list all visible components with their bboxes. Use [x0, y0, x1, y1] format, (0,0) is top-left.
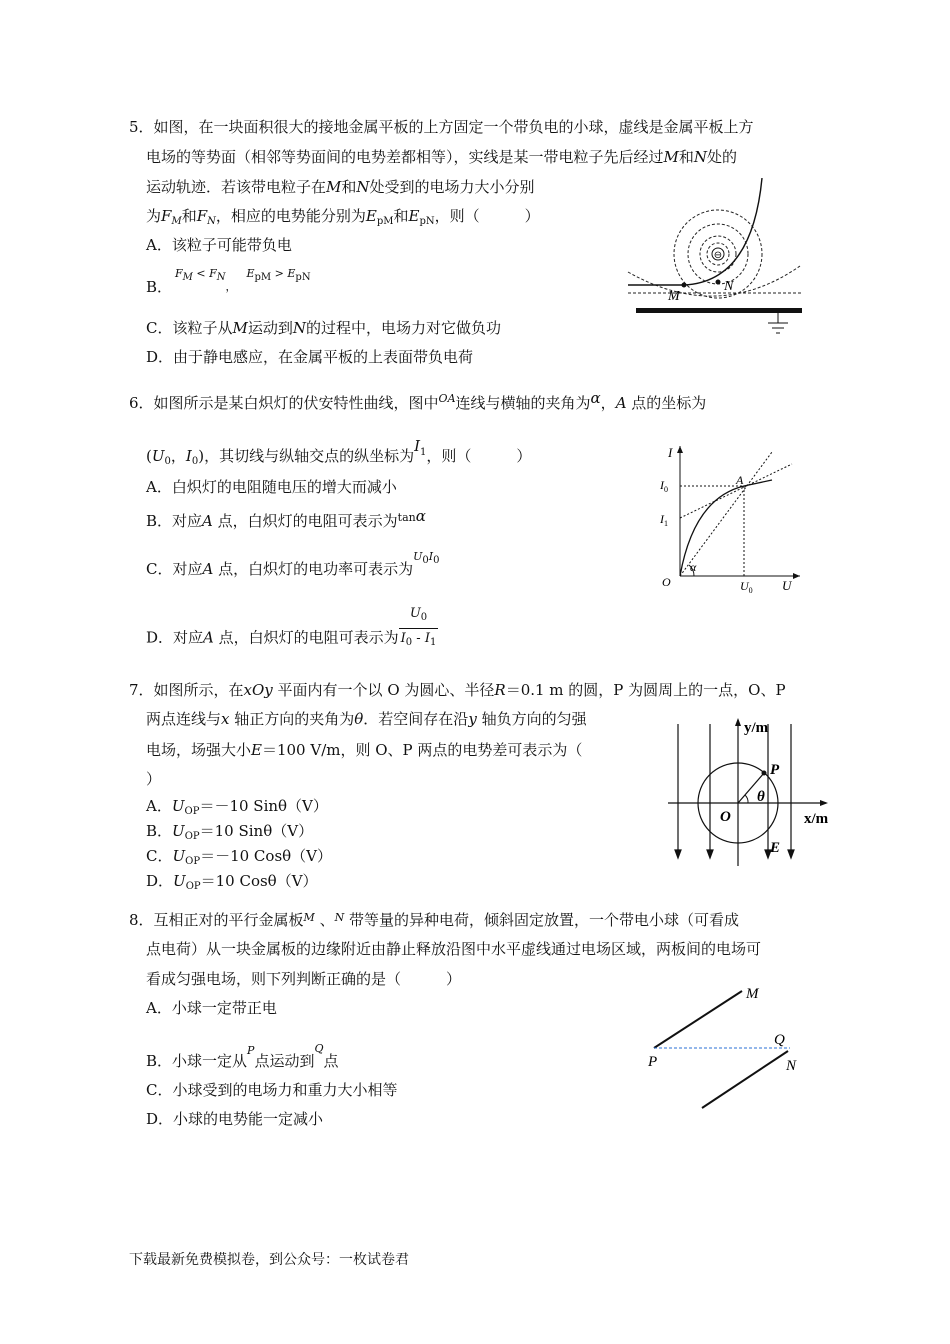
q8-option-d: D．小球的电势能一定减小 [146, 1110, 324, 1128]
q7-stem-line2: 两点连线与x 轴正方向的夹角为θ．若空间存在沿y 轴负方向的匀强 [146, 710, 587, 728]
q7-stem-line1: 7．如图所示，在xOy 平面内有一个以 O 为圆心、半径R＝0.1 m 的圆，P 为圆周上的一点，O、P [129, 681, 786, 699]
q7-field-arrow-icon [675, 850, 681, 858]
q5-label-n: N [724, 279, 734, 294]
q5-stem-line3: 运动轨迹．若该带电粒子在M和N处受到的电场力大小分别 [146, 178, 535, 196]
q7-axis-y-arrow-icon [735, 718, 741, 726]
q7-point-p [762, 771, 767, 776]
q6-label-u: U [782, 578, 792, 593]
q7-field-arrow-icon [788, 850, 794, 858]
q8-plate-n [702, 1051, 788, 1108]
q6-option-c: C．对应A 点，白炽灯的电功率可表示为$^{U0I0}$ [146, 550, 440, 578]
q5-figure [622, 178, 808, 342]
q7-label-theta: θ [757, 789, 765, 805]
q8-stem-line2: 点电荷）从一块金属板的边缘附近由静止释放沿图中水平虚线通过电场区域，两板间的电场可 [146, 940, 762, 958]
q6-option-d: D．对应A 点，白炽灯的电阻可表示为 $\frac{U_0}{I_0 - I_1}$ [146, 606, 437, 648]
q5-charge-sign: ⊖ [713, 250, 723, 261]
q7-option-d: D．$U_{OP}=10$ Cosθ（V） [146, 872, 318, 892]
q5-option-a: A．该粒子可能带负电 [146, 236, 292, 254]
q7-angle-arc [745, 795, 748, 803]
q7-label-y: y/m [744, 720, 769, 736]
q5-equipotential-lower [628, 266, 800, 296]
q7-label-x: x/m [804, 811, 829, 827]
q6-stem-line2: ($U_0$，$I_0$)，其切线与纵轴交点的纵坐标为$I^1$，则（ ） [146, 437, 532, 467]
q7-axis-x-arrow-icon [820, 800, 828, 806]
q6-option-b: B．对应A 点，白炽灯的电阻可表示为$^{tan}$α [146, 507, 426, 530]
q6-label-a: A [736, 473, 744, 487]
q5-trajectory [628, 178, 762, 285]
q5-stem-line4: 为$F_M$和$F_N$，相应的电势能分别为$E_{pM}$和$E_{pN}$，则（ ） [146, 207, 540, 227]
q7-stem-line4: ） [146, 770, 162, 788]
q6-label-i0: $I_0$ [660, 478, 668, 494]
q5-point-n [716, 280, 721, 285]
q8-stem-line1: 8．互相正对的平行金属板$^M$ 、$^N$ 带等量的异种电荷，倾斜固定放置，一个带电小球（可看成 [129, 911, 739, 929]
q5-stem-line1: 5．如图，在一块面积很大的接地金属平板的上方固定一个带负电的小球，虚线是金属平板上方 [129, 118, 754, 136]
q6-label-u0: $U_0$ [740, 579, 753, 595]
q7-option-c: C．$U_{OP}=-10$ Cosθ（V） [146, 847, 333, 867]
q5-stem-line2: 电场的等势面（相邻等势面间的电势差都相等），实线是某一带电粒子先后经过M和N处的 [146, 148, 738, 166]
q5-point-m [682, 283, 687, 288]
q6-label-i1: $I_1$ [660, 512, 668, 528]
q6-stem-line1: 6．如图所示是某白炽灯的伏安特性曲线，图中$^{OA}$连线与横轴的夹角为α，A 点的坐标为 [129, 389, 707, 412]
q7-label-e: E [770, 840, 781, 856]
q8-plate-m [654, 991, 742, 1048]
q6-line-oa [680, 452, 772, 576]
q5-option-c: C．该粒子从M运动到N的过程中，电场力对它做负功 [146, 319, 501, 337]
q6-label-o: O [662, 575, 671, 589]
q5-option-d: D．由于静电感应，在金属平板的上表面带负电荷 [146, 348, 474, 366]
q6-figure [654, 440, 804, 600]
q8-figure [640, 978, 820, 1118]
q6-label-alpha: α [690, 560, 697, 574]
q7-label-o: O [720, 809, 731, 825]
q6-axis-u-arrow-icon [793, 573, 800, 579]
footer-note: 下载最新免费模拟卷，到公众号：一枚试卷君 [129, 1252, 409, 1268]
q7-option-b: B．$U_{OP}=10$ Sinθ（V） [146, 822, 314, 842]
q8-option-c: C．小球受到的电场力和重力大小相等 [146, 1081, 398, 1099]
q7-option-a: A．$U_{OP}=-10$ Sinθ（V） [146, 797, 328, 817]
q7-field-arrow-icon [707, 850, 713, 858]
q8-label-n: N [786, 1058, 797, 1074]
q6-label-i: I [668, 445, 673, 460]
q6-axis-i-arrow-icon [677, 446, 683, 453]
q7-stem-line3: 电场，场强大小E＝100 V/m，则 O、P 两点的电势差可表示为（ [146, 741, 583, 759]
q5-option-b-expr: FM < FN，EpM > EpN [175, 267, 311, 293]
q8-label-q: Q [774, 1032, 785, 1048]
q8-stem-line3: 看成匀强电场，则下列判断正确的是（ ） [146, 970, 462, 988]
q5-metal-plate [636, 308, 802, 313]
q8-label-m: M [746, 986, 759, 1002]
q8-option-b: B．小球一定从$^P$点运动到$^Q$点 [146, 1042, 339, 1070]
q8-label-p: P [648, 1054, 658, 1070]
q5-label-m: M [668, 289, 680, 304]
q7-figure [664, 712, 844, 870]
q6-option-a: A．白炽灯的电阻随电压的增大而减小 [146, 478, 397, 496]
q7-label-p: P [770, 762, 780, 778]
q8-option-a: A．小球一定带正电 [146, 999, 277, 1017]
q5-option-b-label: B． [146, 278, 173, 296]
